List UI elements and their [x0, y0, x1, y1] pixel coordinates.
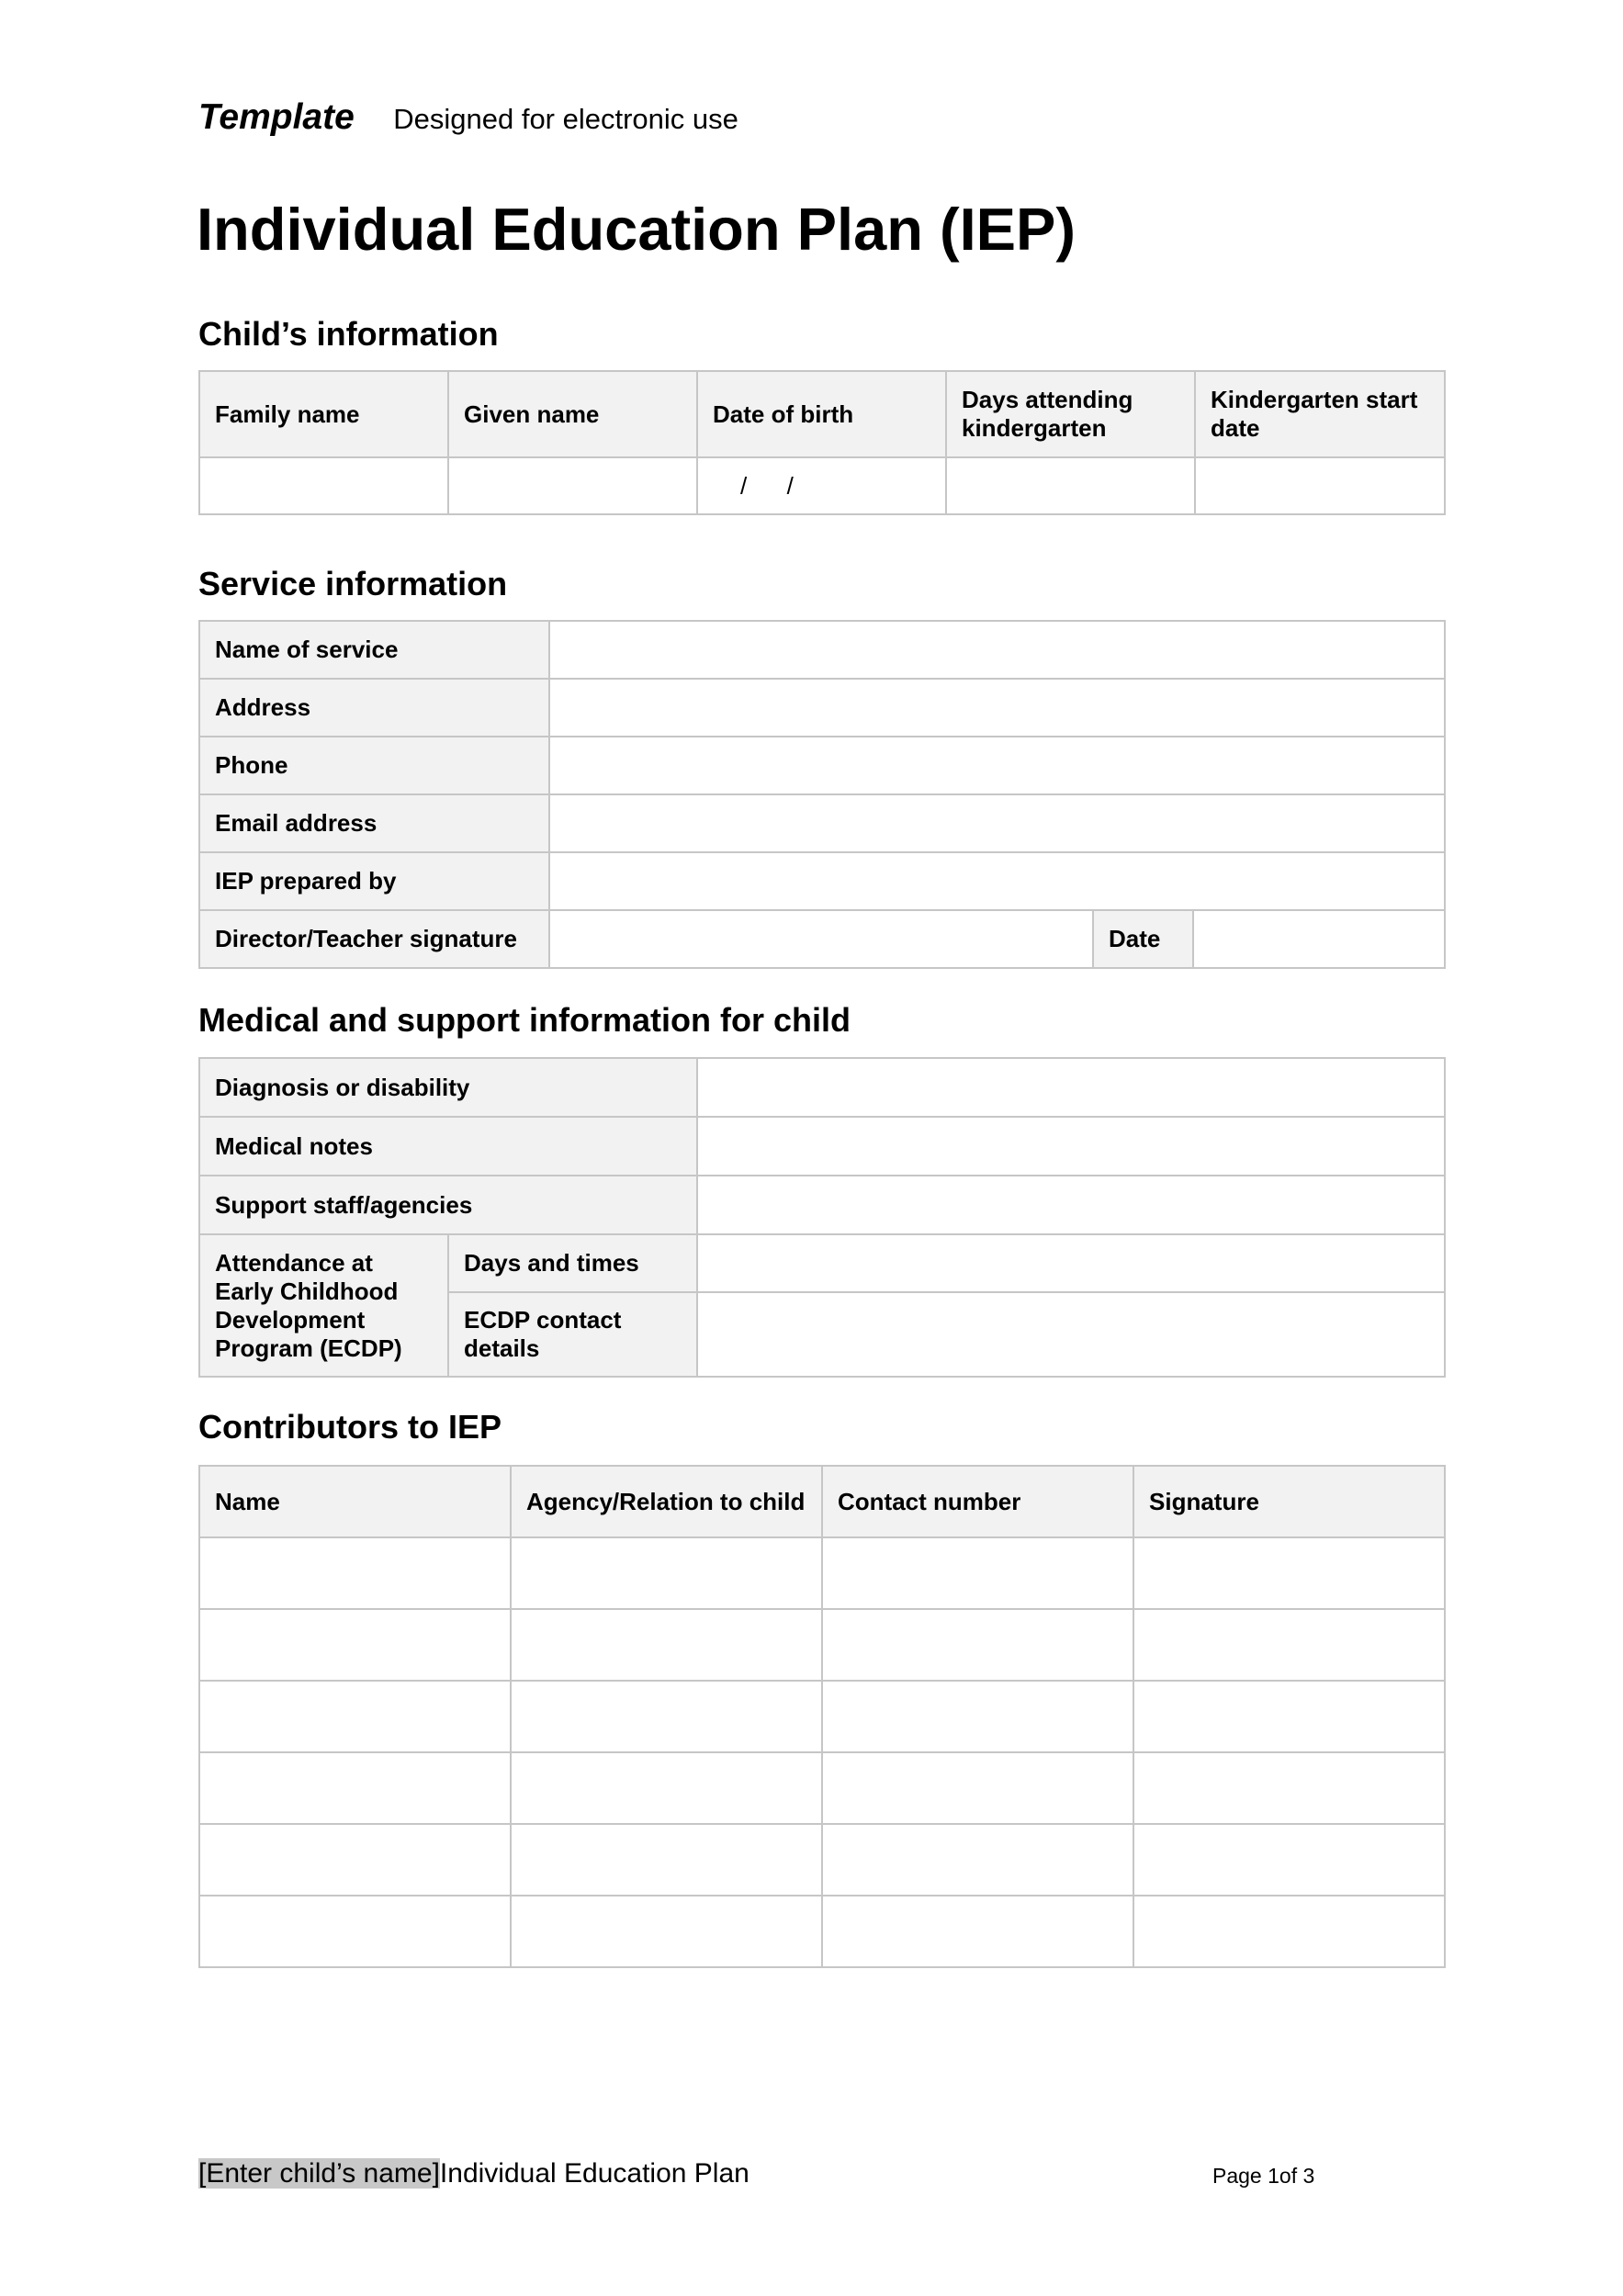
page-title: Individual Education Plan (IEP) — [197, 196, 1076, 263]
table-row — [199, 1537, 1445, 1609]
email-address-field[interactable] — [549, 794, 1445, 852]
header-contributor-name: Name — [199, 1466, 511, 1537]
medical-notes-field[interactable] — [697, 1117, 1445, 1176]
contributor-signature-cell[interactable] — [1133, 1537, 1445, 1609]
contributor-agency-cell[interactable] — [511, 1537, 822, 1609]
contributor-contact-cell[interactable] — [822, 1752, 1133, 1824]
contributor-signature-cell[interactable] — [1133, 1824, 1445, 1896]
header-agency-relation: Agency/Relation to child — [511, 1466, 822, 1537]
contributor-signature-cell[interactable] — [1133, 1681, 1445, 1752]
name-of-service-field[interactable] — [549, 621, 1445, 679]
header-signature: Signature — [1133, 1466, 1445, 1537]
iep-prepared-by-field[interactable] — [549, 852, 1445, 910]
label-director-signature: Director/Teacher signature — [199, 910, 549, 968]
label-support-staff: Support staff/agencies — [199, 1176, 697, 1234]
table-row — [199, 1681, 1445, 1752]
contributor-contact-cell[interactable] — [822, 1609, 1133, 1681]
contributor-agency-cell[interactable] — [511, 1752, 822, 1824]
date-of-birth-field[interactable] — [697, 457, 946, 514]
contributor-signature-cell[interactable] — [1133, 1609, 1445, 1681]
phone-field[interactable] — [549, 737, 1445, 794]
label-email-address: Email address — [199, 794, 549, 852]
contributor-name-cell[interactable] — [199, 1609, 511, 1681]
contributor-contact-cell[interactable] — [822, 1824, 1133, 1896]
kindergarten-start-field[interactable] — [1195, 457, 1445, 514]
child-info-table — [198, 370, 1446, 515]
contributor-contact-cell[interactable] — [822, 1537, 1133, 1609]
label-ecdp-attendance: Attendance at Early Childhood Development Program (ECDP) — [199, 1234, 448, 1377]
contributors-table — [198, 1465, 1446, 1968]
contributor-name-cell[interactable] — [199, 1824, 511, 1896]
footer-document-name — [198, 2158, 750, 2189]
header-family-name: Family name — [199, 371, 448, 457]
label-ecdp-contact: ECDP contact details — [448, 1292, 697, 1377]
contributor-name-cell[interactable] — [199, 1896, 511, 1967]
label-address: Address — [199, 679, 549, 737]
template-header — [198, 97, 738, 138]
label-date: Date — [1093, 910, 1193, 968]
table-row — [199, 1609, 1445, 1681]
service-info-heading: Service information — [198, 565, 508, 602]
given-name-field[interactable] — [448, 457, 697, 514]
contributor-name-cell[interactable] — [199, 1681, 511, 1752]
table-row — [199, 1896, 1445, 1967]
label-diagnosis: Diagnosis or disability — [199, 1058, 697, 1117]
label-name-of-service: Name of service — [199, 621, 549, 679]
contributor-signature-cell[interactable] — [1133, 1896, 1445, 1967]
child-info-heading: Child’s information — [198, 315, 499, 353]
days-attending-field[interactable] — [946, 457, 1195, 514]
contributor-contact-cell[interactable] — [822, 1896, 1133, 1967]
contributor-agency-cell[interactable] — [511, 1609, 822, 1681]
header-given-name: Given name — [448, 371, 697, 457]
diagnosis-field[interactable] — [697, 1058, 1445, 1117]
label-phone: Phone — [199, 737, 549, 794]
table-row — [199, 1752, 1445, 1824]
template-subtitle: Designed for electronic use — [393, 103, 738, 135]
template-label: Template — [198, 97, 355, 137]
director-signature-field[interactable] — [549, 910, 1093, 968]
days-and-times-field[interactable] — [697, 1234, 1445, 1292]
address-field[interactable] — [549, 679, 1445, 737]
footer-doc-name: Individual Education Plan — [439, 2158, 750, 2189]
label-medical-notes: Medical notes — [199, 1117, 697, 1176]
table-row — [199, 1824, 1445, 1896]
contributor-agency-cell[interactable] — [511, 1824, 822, 1896]
page-number: Page 1of 3 — [1212, 2164, 1315, 2188]
contributor-agency-cell[interactable] — [511, 1681, 822, 1752]
support-staff-field[interactable] — [697, 1176, 1445, 1234]
contributor-signature-cell[interactable] — [1133, 1752, 1445, 1824]
header-date-of-birth: Date of birth — [697, 371, 946, 457]
label-iep-prepared-by: IEP prepared by — [199, 852, 549, 910]
contributors-heading: Contributors to IEP — [198, 1408, 502, 1446]
child-name-placeholder[interactable]: [Enter child’s name] — [198, 2158, 440, 2189]
ecdp-contact-field[interactable] — [697, 1292, 1445, 1377]
header-kindergarten-start: Kindergarten start date — [1195, 371, 1445, 457]
contributor-name-cell[interactable] — [199, 1537, 511, 1609]
signature-date-field[interactable] — [1193, 910, 1445, 968]
header-contact-number: Contact number — [822, 1466, 1133, 1537]
contributor-contact-cell[interactable] — [822, 1681, 1133, 1752]
medical-info-heading: Medical and support information for child — [198, 1001, 851, 1039]
service-info-table — [198, 620, 1446, 969]
contributor-agency-cell[interactable] — [511, 1896, 822, 1967]
header-days-attending: Days attending kindergarten — [946, 371, 1195, 457]
label-days-and-times: Days and times — [448, 1234, 697, 1292]
contributor-name-cell[interactable] — [199, 1752, 511, 1824]
medical-info-table — [198, 1057, 1446, 1378]
family-name-field[interactable] — [199, 457, 448, 514]
dob-placeholder: / / — [740, 471, 794, 500]
